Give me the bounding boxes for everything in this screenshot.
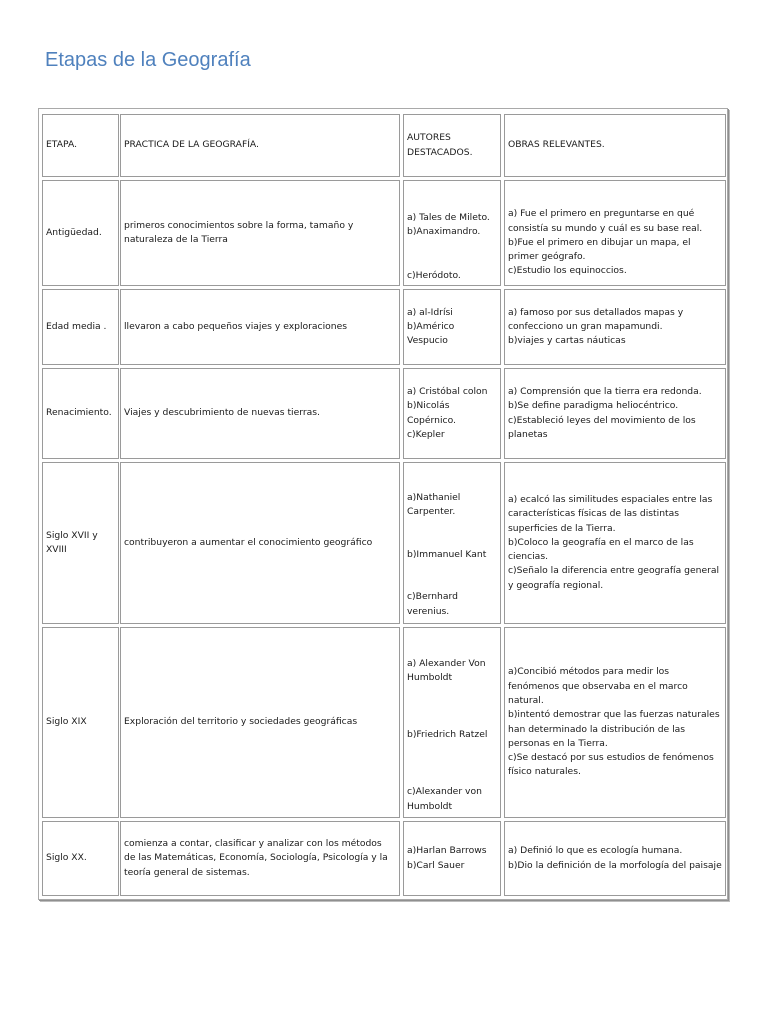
etapa-cell: Siglo XX.	[46, 852, 87, 864]
autores-cell: c)Bernhard verenius.	[407, 591, 458, 617]
etapa-cell: Renacimiento.	[46, 407, 112, 419]
autores-cell-container	[403, 627, 501, 818]
autores-cell: a) Cristóbal colon b)Nicolás Copérnico. c)Kepler	[407, 385, 488, 440]
autores-cell-container	[403, 289, 501, 365]
practica-cell: contribuyeron a aumentar el conocimiento geográfico	[124, 536, 373, 548]
obras-cell-container	[504, 289, 726, 365]
table-row	[42, 821, 119, 896]
obras-cell: a) Comprensión que la tierra era redonda. b)Se define paradigma heliocéntrico. c)Estableció leyes del movimiento de los planetas	[508, 385, 702, 440]
practica-cell: llevaron a cabo pequeños viajes y exploraciones	[124, 320, 348, 332]
autores-cell-container	[403, 180, 501, 286]
header-practica: PRACTICA DE LA GEOGRAFÍA.	[124, 139, 259, 151]
autores-cell: c)Heródoto.	[407, 269, 461, 281]
header-autores: AUTORES DESTACADOS.	[407, 132, 473, 158]
autores-cell: a)Harlan Barrows b)Carl Sauer	[407, 845, 487, 871]
table-row	[42, 180, 119, 286]
header-cell-etapa	[42, 114, 119, 177]
obras-cell-container	[504, 180, 726, 286]
etapa-cell: Antigüedad.	[46, 226, 102, 238]
obras-cell: a) Definió lo que es ecología humana. b)Dio la definición de la morfología del paisaje	[508, 845, 722, 871]
obras-cell-container	[504, 627, 726, 818]
page-title: Etapas de la Geografía	[45, 49, 251, 71]
autores-cell: a) Tales de Mileto. b)Anaximandro.	[407, 212, 490, 238]
autores-cell: a)Nathaniel Carpenter.	[407, 492, 461, 518]
practica-cell: Viajes y descubrimiento de nuevas tierras.	[124, 407, 320, 419]
obras-cell-container	[504, 462, 726, 624]
etapa-cell: Siglo XVII y XVIII	[46, 529, 98, 555]
obras-cell: a) famoso por sus detallados mapas y confecciono un gran mapamundi. b)viajes y cartas náuticas	[508, 306, 684, 347]
autores-cell: b)Immanuel Kant	[407, 548, 487, 560]
practica-cell-container	[120, 821, 400, 896]
autores-cell: a) Alexander Von Humboldt	[407, 658, 486, 684]
practica-cell: Exploración del territorio y sociedades geográficas	[124, 716, 358, 728]
practica-cell: comienza a contar, clasificar y analizar con los métodos de las Matemáticas, Economía, Sociología, Psicología y la teoría general de sistemas.	[124, 838, 388, 878]
autores-cell-container	[403, 462, 501, 624]
table-row	[42, 462, 119, 624]
practica-cell-container	[120, 368, 400, 459]
etapa-cell: Siglo XIX	[46, 716, 87, 728]
practica-cell-container	[120, 627, 400, 818]
header-cell-practica	[120, 114, 400, 177]
etapa-cell: Edad media .	[46, 320, 107, 332]
autores-cell: c)Alexander von Humboldt	[407, 786, 482, 812]
obras-cell-container	[504, 821, 726, 896]
header-cell-obras	[504, 114, 726, 177]
autores-cell: b)Friedrich Ratzel	[407, 729, 488, 741]
practica-cell-container	[120, 180, 400, 286]
obras-cell-container	[504, 368, 726, 459]
autores-cell: a) al-Idrísi b)Américo Vespucio	[407, 306, 455, 347]
practica-cell: primeros conocimientos sobre la forma, tamaño y naturaleza de la Tierra	[124, 219, 354, 245]
autores-cell-container	[403, 821, 501, 896]
header-obras: OBRAS RELEVANTES.	[508, 139, 605, 151]
header-etapa: ETAPA.	[46, 139, 77, 151]
table-row	[42, 368, 119, 459]
practica-cell-container	[120, 462, 400, 624]
obras-cell: a) ecalcó las similitudes espaciales entre las características físicas de las distintas superficies de la Tierra. b)Coloco la geografía en el marco de las ciencias. c)Señalo la diferencia entre geografía general y geografía regional.	[508, 493, 720, 591]
obras-cell: a)Concibió métodos para medir los fenómenos que observaba en el marco natural. b)intentó demostrar que las fuerzas naturales han determinado la distribución de las personas en la Tierra. c)Se destacó por sus estudios de fenómenos físico naturales.	[508, 666, 720, 778]
autores-cell-container	[403, 368, 501, 459]
table-row	[42, 289, 119, 365]
table-row	[42, 627, 119, 818]
practica-cell-container	[120, 289, 400, 365]
geography-stages-table	[38, 108, 728, 900]
obras-cell: a) Fue el primero en preguntarse en qué consistía su mundo y cuál es su base real. b)Fue el primero en dibujar un mapa, el primer geógrafo. c)Estudio los equinoccios.	[508, 208, 703, 277]
header-cell-autores	[403, 114, 501, 177]
